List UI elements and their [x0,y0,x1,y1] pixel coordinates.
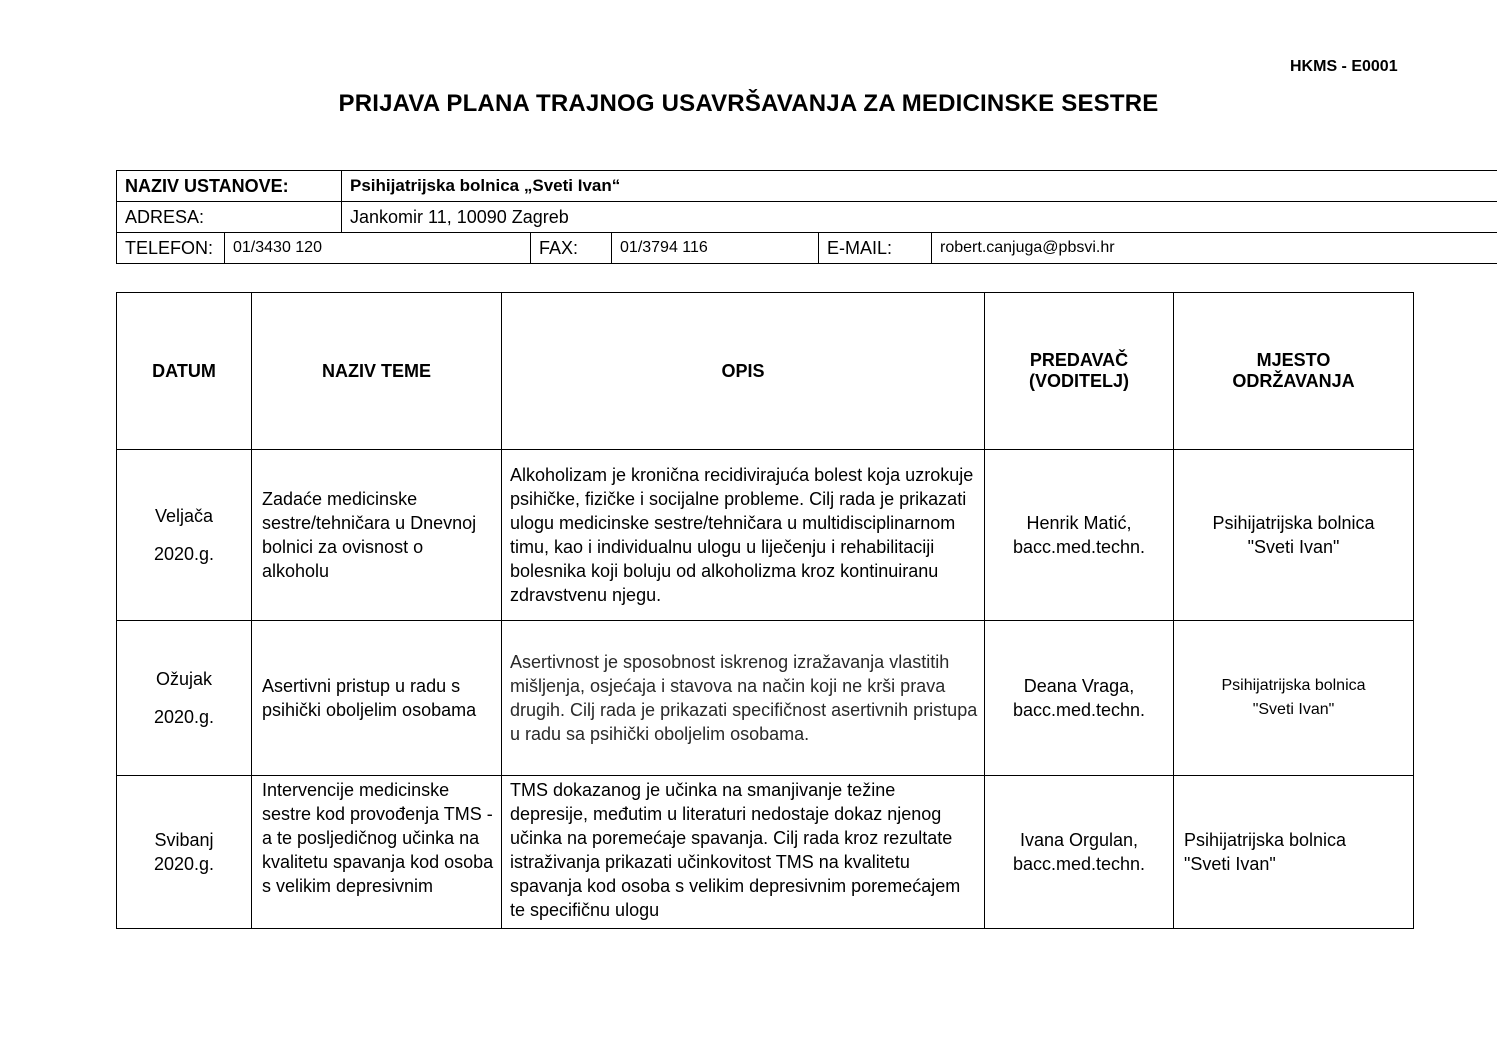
email-label: E-MAIL: [819,233,932,264]
row-lecturer: Henrik Matić, bacc.med.techn. [985,450,1174,621]
institution-name-label: NAZIV USTANOVE: [117,171,342,202]
plan-row [117,776,1414,929]
institution-contact-row [117,233,1497,264]
header-place: MJESTO ODRŽAVANJA [1174,293,1414,450]
row-year: 2020.g. [153,544,215,564]
phone-value: 01/3430 120 [225,233,531,264]
row-year: 2020.g. [153,707,215,727]
document-code: HKMS - E0001 [1290,58,1398,75]
row-topic: Intervencije medicinske sestre kod provođenja TMS - a te posljedičnog učinka na kvalitetu spavanja kod osoba s velikim depresivnim [252,776,502,929]
row-date [117,450,252,621]
row-description: Asertivnost je sposobnost iskrenog izražavanja vlastitih mišljenja, osjećaja i stavova na način koji ne krši prava drugih. Cilj rada je prikazati specifičnost asertivnih pristupa u radu sa psihički oboljelim osobama. [502,621,985,776]
fax-label: FAX: [531,233,612,264]
row-topic: Asertivni pristup u radu s psihički oboljelim osobama [252,621,502,776]
row-lecturer: Deana Vraga, bacc.med.techn. [985,621,1174,776]
row-topic: Zadaće medicinske sestre/tehničara u Dnevnoj bolnici za ovisnost o alkoholu [252,450,502,621]
header-description: OPIS [502,293,985,450]
header-lecturer: PREDAVAČ (VODITELJ) [985,293,1174,450]
address-label: ADRESA: [117,202,342,233]
row-place: Psihijatrijska bolnica "Sveti Ivan" [1174,776,1414,929]
row-date [117,621,252,776]
institution-name-row [117,171,1497,202]
row-year: 2020.g. [153,854,215,874]
row-month: Svibanj [154,830,214,850]
row-lecturer: Ivana Orgulan, bacc.med.techn. [985,776,1174,929]
institution-info-table [116,170,1497,264]
plan-row [117,450,1414,621]
row-place: Psihijatrijska bolnica "Sveti Ivan" [1174,450,1414,621]
education-plan-table [116,292,1414,929]
institution-address-row [117,202,1497,233]
row-month: Veljača [154,506,214,526]
plan-row [117,621,1414,776]
document-title: PRIJAVA PLANA TRAJNOG USAVRŠAVANJA ZA MEDICINSKE SESTRE [338,90,1159,117]
email-value: robert.canjuga@pbsvi.hr [932,233,1497,264]
phone-label: TELEFON: [117,233,225,264]
address-value: Jankomir 11, 10090 Zagreb [342,202,1497,233]
row-description: TMS dokazanog je učinka na smanjivanje težine depresije, međutim u literaturi nedostaje dokaz njenog učinka na poremećaje spavanja. Cilj rada kroz rezultate istraživanja prikazati učinkovitost TMS na kvalitetu spavanja kod osoba s velikim depresivnim poremećajem te specifičnu ulogu [502,776,985,929]
plan-header-row [117,293,1414,450]
institution-name-value: Psihijatrijska bolnica „Sveti Ivan“ [342,171,1497,202]
header-date: DATUM [117,293,252,450]
header-topic: NAZIV TEME [252,293,502,450]
fax-value: 01/3794 116 [612,233,819,264]
row-place: Psihijatrijska bolnica "Sveti Ivan" [1174,621,1414,776]
row-date [117,776,252,929]
row-month: Ožujak [155,669,213,689]
row-description: Alkoholizam je kronična recidivirajuća bolest koja uzrokuje psihičke, fizičke i socijalne probleme. Cilj rada je prikazati ulogu medicinske sestre/tehničara u multidisciplinarnom timu, kao i individualnu ulogu u liječenju i rehabilitaciji bolesnika koji boluju od alkoholizma kroz kontinuiranu zdravstvenu njegu. [502,450,985,621]
